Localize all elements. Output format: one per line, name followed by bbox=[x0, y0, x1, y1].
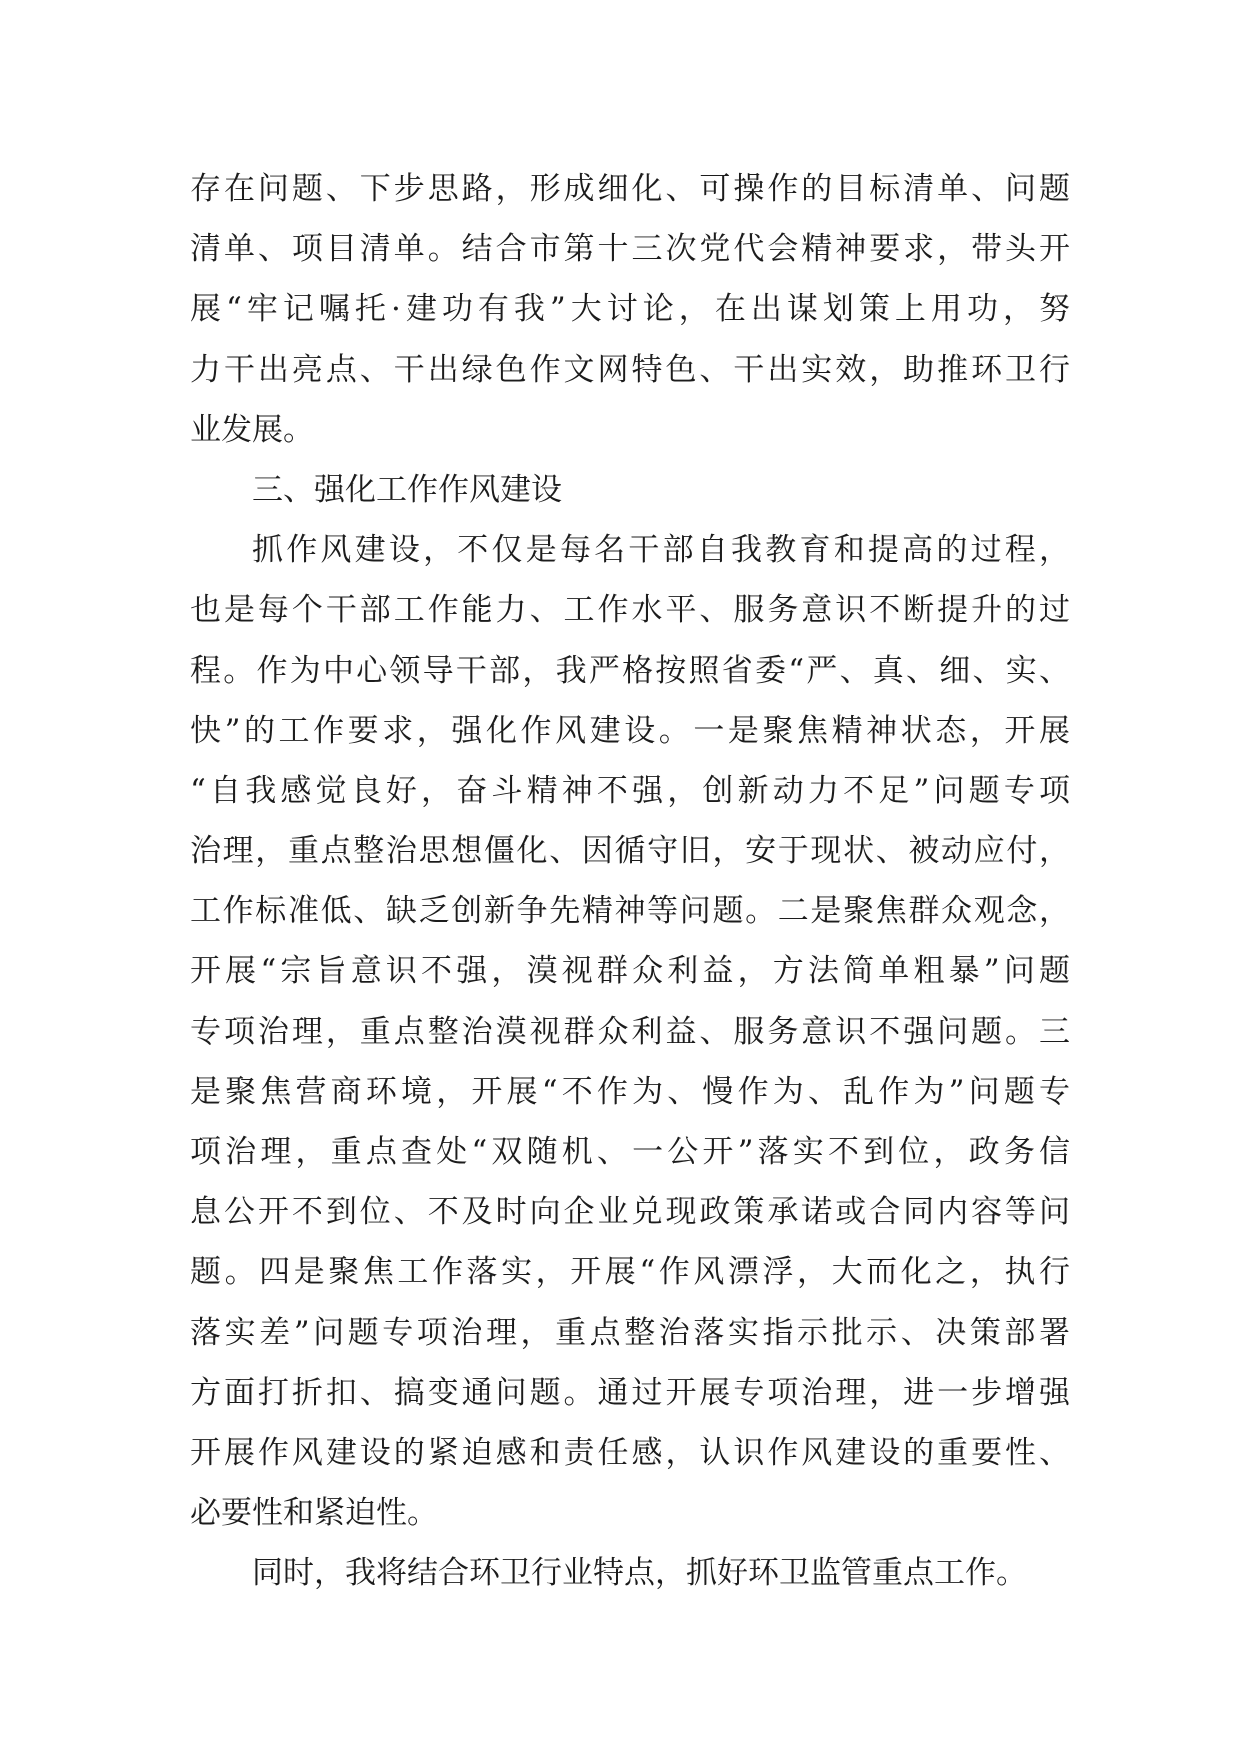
paragraph-work-style bbox=[190, 520, 1070, 1543]
section-heading-text: 三、强化工作作风建设 bbox=[252, 471, 562, 508]
text-line: 息公开不到位、不及时向企业兑现政策承诺或合同内容等问 bbox=[190, 1194, 1070, 1231]
document-body bbox=[190, 159, 1070, 1604]
text-line: 方面打折扣、搞变通问题。通过开展专项治理，进一步增强 bbox=[190, 1374, 1070, 1411]
text-line: 也是每个干部工作能力、工作水平、服务意识不断提升的过 bbox=[190, 592, 1070, 629]
text-line: 专项治理，重点整治漠视群众利益、服务意识不强问题。三 bbox=[190, 1013, 1070, 1050]
paragraph-continuation bbox=[190, 159, 1070, 460]
text-line: 同时，我将结合环卫行业特点，抓好环卫监管重点工作。 bbox=[252, 1555, 1027, 1592]
text-line: 抓作风建设，不仅是每名干部自我教育和提高的过程， bbox=[252, 532, 1070, 569]
text-line: 工作标准低、缺乏创新争先精神等问题。二是聚焦群众观念， bbox=[190, 893, 1070, 930]
text-line: 治理，重点整治思想僵化、因循守旧，安于现状、被动应付， bbox=[190, 833, 1070, 870]
text-line: “自我感觉良好，奋斗精神不强，创新动力不足”问题专项 bbox=[190, 772, 1070, 809]
text-line: 业发展。 bbox=[190, 411, 314, 448]
text-line: 题。四是聚焦工作落实，开展“作风漂浮，大而化之，执行 bbox=[190, 1254, 1070, 1291]
text-line: 力干出亮点、干出绿色作文网特色、干出实效，助推环卫行 bbox=[190, 351, 1070, 388]
text-line: 程。作为中心领导干部，我严格按照省委“严、真、细、实、 bbox=[190, 652, 1070, 689]
text-line: 展“牢记嘱托·建功有我”大讨论，在出谋划策上用功，努 bbox=[190, 291, 1070, 328]
section-heading bbox=[190, 460, 1070, 520]
text-line: 开展“宗旨意识不强，漠视群众利益，方法简单粗暴”问题 bbox=[190, 953, 1070, 990]
text-line: 项治理，重点查处“双随机、一公开”落实不到位，政务信 bbox=[190, 1134, 1070, 1170]
paragraph-meanwhile bbox=[190, 1543, 1070, 1603]
text-line: 存在问题、下步思路，形成细化、可操作的目标清单、问题 bbox=[190, 171, 1070, 207]
text-line: 是聚焦营商环境，开展“不作为、慢作为、乱作为”问题专 bbox=[190, 1073, 1070, 1110]
text-line: 清单、项目清单。结合市第十三次党代会精神要求，带头开 bbox=[190, 231, 1070, 268]
text-line: 必要性和紧迫性。 bbox=[190, 1495, 438, 1532]
text-line: 快”的工作要求，强化作风建设。一是聚焦精神状态，开展 bbox=[190, 712, 1070, 749]
text-line: 落实差”问题专项治理，重点整治落实指示批示、决策部署 bbox=[190, 1314, 1070, 1351]
text-line: 开展作风建设的紧迫感和责任感，认识作风建设的重要性、 bbox=[190, 1434, 1070, 1471]
